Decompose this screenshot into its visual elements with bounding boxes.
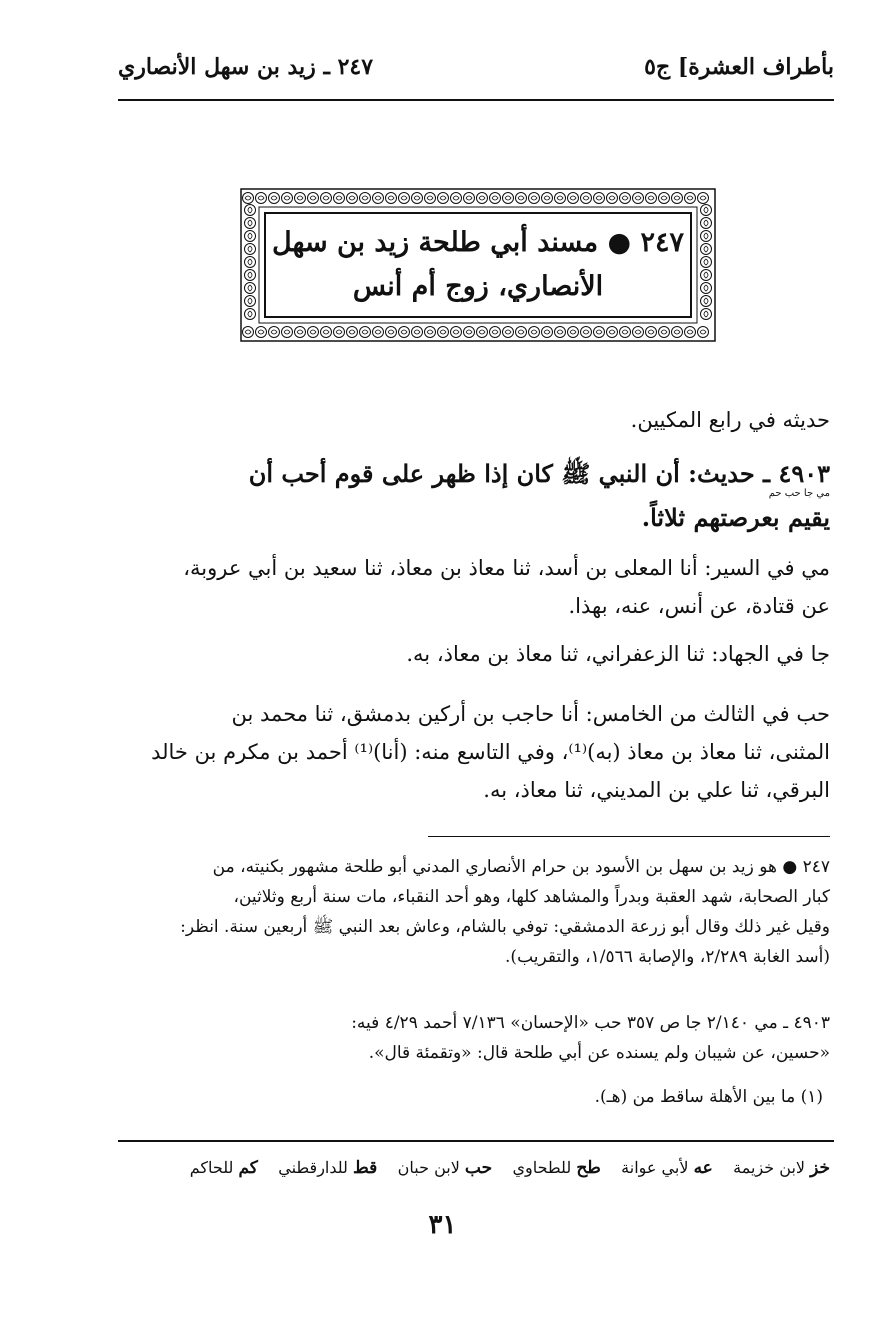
page-number: ٣١ xyxy=(428,1210,457,1240)
bio-note-line: وقيل غير ذلك وقال أبو زرعة الدمشقي: توفي بالشام، وعاش بعد النبي ﷺ أربعين سنة. انظر: xyxy=(180,917,830,937)
source-line: المثنى، ثنا معاذ بن معاذ (به)⁽¹⁾، وفي التاسع منه: (أنا)⁽¹⁾ أحمد بن مكرم بن خالد xyxy=(151,740,830,764)
key-item: طح للطحاوي xyxy=(512,1158,601,1178)
title-inner xyxy=(264,212,692,318)
bio-note-line: (أسد الغابة ٢/٢٨٩، والإصابة ١/٥٦٦، والتقريب). xyxy=(505,947,830,967)
header-book-title: بأطراف العشرة] ج٥ xyxy=(644,54,834,80)
ref-note-line: ٤٩٠٣ ـ مي ٢/١٤٠ جا ص ٣٥٧ حب «الإحسان» ٧/١٣٦ أحمد ٤/٢٩ فيه: xyxy=(351,1013,830,1033)
source-line: جا في الجهاد: ثنا الزعفراني، ثنا معاذ بن معاذ، به. xyxy=(406,642,830,666)
key-item: عه لأبي عوانة xyxy=(621,1158,713,1178)
footer-rule xyxy=(118,1140,834,1142)
hadith-line2: يقيم بعرصتهم ثلاثاً. xyxy=(641,503,830,532)
key-item: خز لابن خزيمة xyxy=(733,1158,830,1178)
musnad-title-line2: الأنصاري، زوج أم أنس xyxy=(352,271,604,302)
key-item: حب لابن حبان xyxy=(397,1158,493,1178)
footnote: (١) ما بين الأهلة ساقط من (هـ). xyxy=(594,1087,823,1107)
notes-rule xyxy=(428,836,830,837)
source-line: مي في السير: أنا المعلى بن أسد، ثنا معاذ بن معاذ، ثنا سعيد بن أبي عروبة، xyxy=(183,556,830,580)
key-item: كم للحاكم xyxy=(189,1158,258,1178)
source-line: البرقي، ثنا علي بن المديني، ثنا معاذ، به. xyxy=(483,778,830,802)
source-line: حب في الثالث من الخامس: أنا حاجب بن أركين بدمشق، ثنا محمد بن xyxy=(231,702,830,726)
hadith-line1: ٤٩٠٣ ـ حديث: أن النبي ﷺ كان إذا ظهر على قوم أحب أن xyxy=(248,459,830,488)
ref-note-line: «حسين، عن شيبان ولم يسنده عن أبي طلحة قال: «وتقمئة قال». xyxy=(368,1043,830,1063)
abbreviation-key xyxy=(190,1158,830,1178)
title-box xyxy=(240,188,716,342)
musnad-title-line1: ٢٤٧ ● مسند أبي طلحة زيد بن سهل xyxy=(272,227,684,258)
bio-note-line: كبار الصحابة، شهد العقبة وبدراً والمشاهد كلها، وهو أحد النقباء، مات سنة أربع وثلاثين، xyxy=(233,887,830,907)
running-header xyxy=(118,52,834,92)
hadith-sigla: مي جا حب حم xyxy=(768,488,830,499)
key-item: قط للدارقطني xyxy=(278,1158,378,1178)
bio-note-line: ٢٤٧ ● هو زيد بن سهل بن الأسود بن حرام الأنصاري المدني أبو طلحة مشهور بكنيته، من xyxy=(212,857,830,877)
header-chapter-title: ٢٤٧ ـ زيد بن سهل الأنصاري xyxy=(118,54,374,80)
source-line: عن قتادة، عن أنس، عنه، بهذا. xyxy=(568,594,830,618)
header-rule xyxy=(118,99,834,101)
intro-line: حديثه في رابع المكيين. xyxy=(630,408,830,432)
